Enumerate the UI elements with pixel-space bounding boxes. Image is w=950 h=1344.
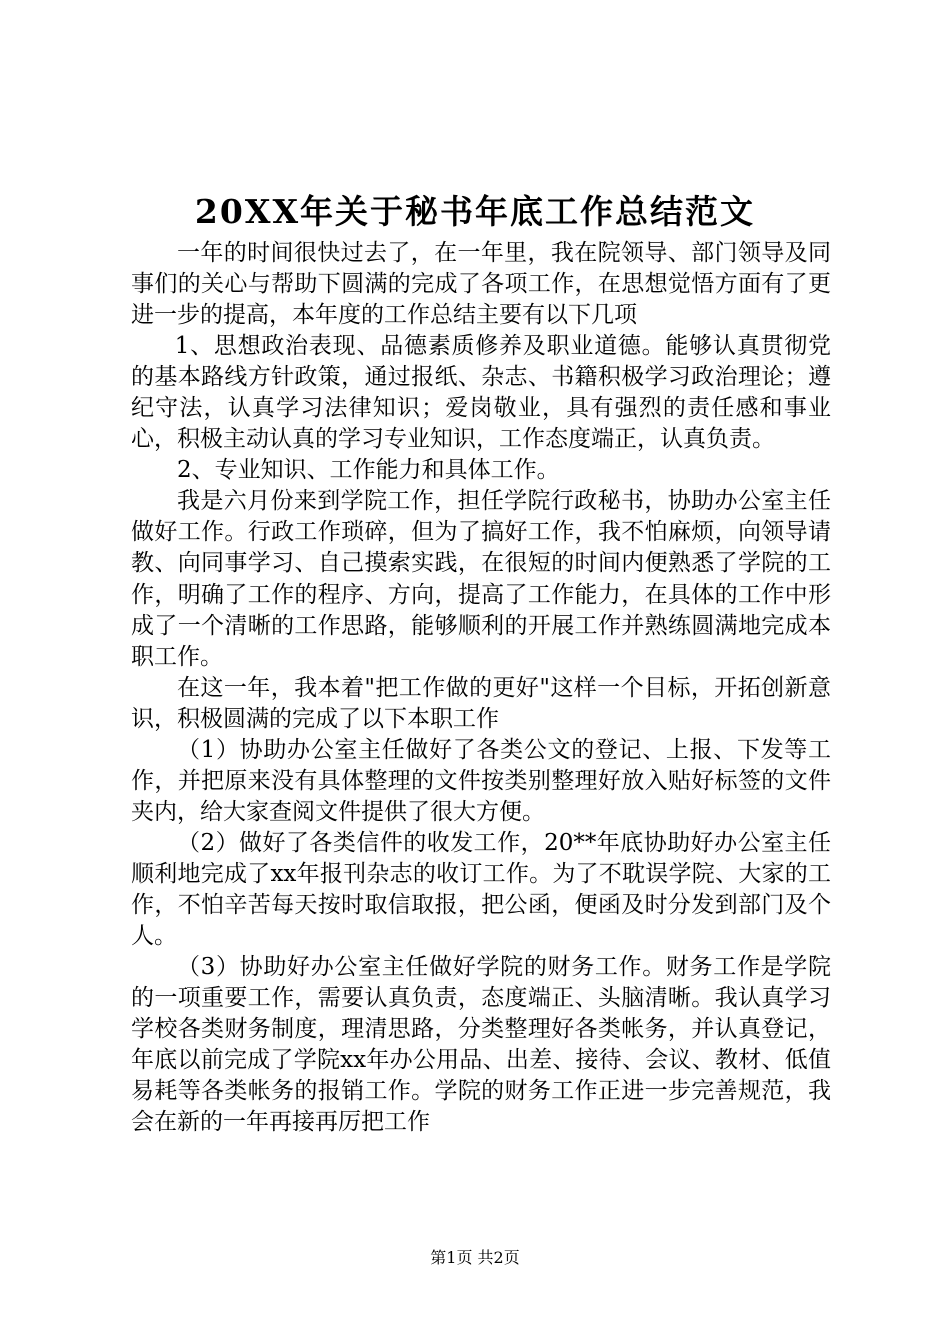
- paragraph-item-2: （2）做好了各类信件的收发工作，20**年底协助好办公室主任顺利地完成了xx年报刊杂志的收订工作。为了不耽误学院、大家的工作，不怕辛苦每天按时取信取报，把公函，便函及时分发到部门及个人。: [131, 829, 831, 950]
- paragraph-intro: 一年的时间很快过去了，在一年里，我在院领导、部门领导及同事们的关心与帮助下圆满的完成了各项工作，在思想觉悟方面有了更进一步的提高，本年度的工作总结主要有以下几项: [131, 240, 831, 329]
- paragraph-section-1: 1、思想政治表现、品德素质修养及职业道德。能够认真贯彻党的基本路线方针政策，通过报纸、杂志、书籍积极学习政治理论；遵纪守法，认真学习法律知识；爱岗敬业，具有强烈的责任感和事业心，积极主动认真的学习专业知识，工作态度端正，认真负责。: [131, 333, 831, 453]
- paragraph-work-description: 我是六月份来到学院工作，担任学院行政秘书，协助办公室主任做好工作。行政工作琐碎，但为了搞好工作，我不怕麻烦，向领导请教、向同事学习、自己摸索实践，在很短的时间内便熟悉了学院的工作，明确了工作的程序、方向，提高了工作能力，在具体的工作中形成了一个清晰的工作思路，能够顺利的开展工作并熟练圆满地完成本职工作。: [131, 488, 831, 670]
- paragraph-item-1: （1）协助办公室主任做好了各类公文的登记、上报、下发等工作，并把原来没有具体整理的文件按类别整理好放入贴好标签的文件夹内，给大家查阅文件提供了很大方便。: [131, 736, 831, 825]
- document-body: [131, 238, 831, 1138]
- paragraph-item-3: （3）协助好办公室主任做好学院的财务工作。财务工作是学院的一项重要工作，需要认真负责，态度端正、头脑清晰。我认真学习学校各类财务制度，理清思路，分类整理好各类帐务，并认真登记，年底以前完成了学院xx年办公用品、出差、接待、会议、教材、低值易耗等各类帐务的报销工作。学院的财务工作正进一步完善规范，我会在新的一年再接再厉把工作: [131, 954, 831, 1136]
- paragraph-goal: 在这一年，我本着"把工作做的更好"这样一个目标，开拓创新意识，积极圆满的完成了以下本职工作: [131, 674, 831, 732]
- paragraph-section-2-heading: 2、专业知识、工作能力和具体工作。: [177, 457, 560, 484]
- page-footer: 第1页 共2页: [430, 1248, 520, 1267]
- document-title: 20XX年关于秘书年底工作总结范文: [194, 192, 756, 231]
